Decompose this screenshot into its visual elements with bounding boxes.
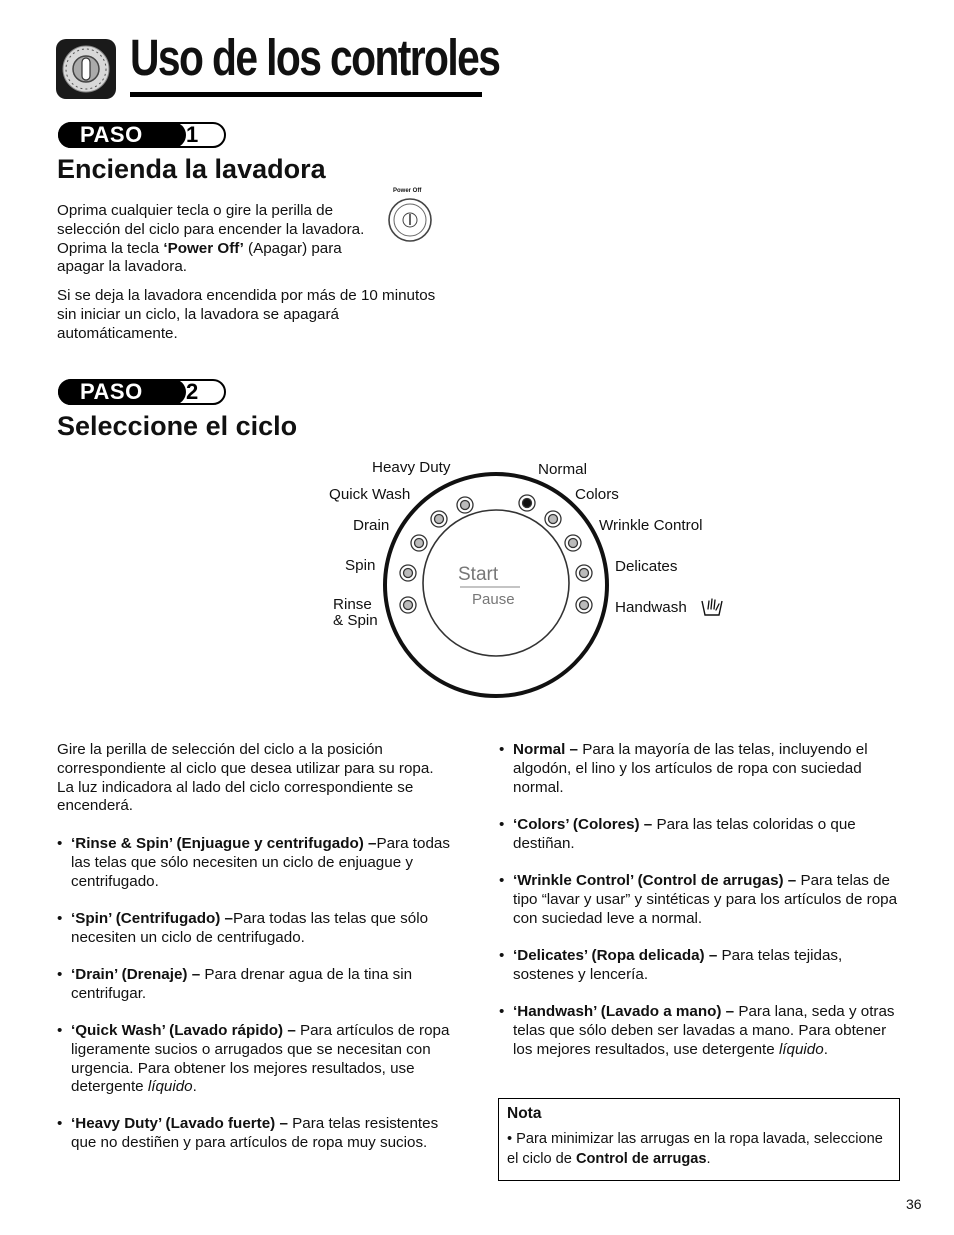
start-button-label[interactable]: Start — [458, 564, 499, 585]
bullet-handwash: • ‘Handwash’ (Lavado a mano) – Para lana, seda y otras telas que sólo deben ser lavadas a mano. Para obtener los mejores resultados, use detergente líquido. — [499, 1003, 895, 1058]
title-rule — [130, 92, 482, 97]
bullet-spin: • ‘Spin’ (Centrifugado) –Para todas las telas que sólo necesiten un ciclo de centrifugado. — [57, 910, 429, 946]
page-number: 36 — [906, 1196, 922, 1212]
step-1-tag — [58, 122, 226, 148]
pause-button-label[interactable]: Pause — [472, 591, 515, 608]
note-title: Nota — [507, 1105, 542, 1122]
step-2-tag-number: 2 — [186, 379, 199, 404]
bullet-delicates: • ‘Delicates’ (Ropa delicada) – Para telas tejidas, sostenes y lencería. — [499, 947, 843, 983]
bullet-colors: • ‘Colors’ (Colores) – Para las telas coloridas o que destiñan. — [499, 816, 856, 852]
dial-knob-icon — [55, 38, 117, 100]
bullet-wrinkle-control: • ‘Wrinkle Control’ (Control de arrugas) – Para telas de tipo “lavar y usar” y sintéticas y para los artículos de ropa con suciedad leve a normal. — [499, 872, 898, 927]
step-1-paragraph-1: Oprima cualquier tecla o gire la perilla de selección del ciclo para encender la lavadora. Oprima la tecla ‘Power Off’ (Apagar) para apagar la lavadora. — [57, 202, 365, 276]
bullet-drain: • ‘Drain’ (Drenaje) – Para drenar agua de la tina sin centrifugar. — [57, 966, 413, 1002]
cycle-label-heavy-duty[interactable]: Heavy Duty — [372, 459, 451, 476]
power-button-icon[interactable] — [387, 197, 433, 243]
note-box — [498, 1098, 900, 1181]
step-2-tag — [58, 379, 226, 405]
bullet-heavy-duty: • ‘Heavy Duty’ (Lavado fuerte) – Para telas resistentes que no destiñen y para artículos de ropa muy sucios. — [57, 1115, 439, 1151]
bullet-normal: • Normal – Para la mayoría de las telas, incluyendo el algodón, el lino y los artículos de ropa con suciedad normal. — [499, 741, 868, 796]
cycle-label-spin[interactable]: Spin — [345, 557, 376, 574]
step-1-tag-word: PASO — [80, 122, 143, 147]
cycle-label-delicates[interactable]: Delicates — [615, 558, 678, 575]
cycle-label-handwash[interactable]: Handwash — [615, 599, 687, 616]
step-1-heading: Encienda la lavadora — [57, 154, 326, 184]
cycle-label-rinse-spin[interactable]: & Spin — [333, 612, 378, 629]
cycle-label-quick-wash[interactable]: Quick Wash — [329, 486, 411, 503]
cycle-label-colors[interactable]: Colors — [575, 486, 619, 503]
note-text: • Para minimizar las arrugas en la ropa lavada, seleccione el ciclo de Control de arrugas. — [507, 1131, 883, 1167]
bullet-rinse-spin: • ‘Rinse & Spin’ (Enjuague y centrifugado) –Para todas las telas que sólo necesiten un ciclo de enjuague y centrifugado. — [57, 835, 450, 890]
cycle-selector-dial[interactable] — [320, 455, 740, 700]
bullet-quick-wash: • ‘Quick Wash’ (Lavado rápido) – Para artículos de ropa ligeramente sucios o arrugados que se necesitan con urgencia. Para obtener los mejores resultados, use detergente líquido. — [57, 1022, 450, 1096]
cycle-label-rinse[interactable]: Rinse — [333, 596, 372, 613]
step-2-heading: Seleccione el ciclo — [57, 411, 298, 441]
cycle-label-normal[interactable]: Normal — [538, 461, 587, 478]
handwash-icon — [700, 595, 724, 619]
step-1-paragraph-2: Si se deja la lavadora encendida por más de 10 minutos sin iniciar un ciclo, la lavadora se apagará automáticamente. — [57, 287, 436, 342]
page-title: Uso de los controles — [130, 29, 500, 86]
intro-paragraph: Gire la perilla de selección del ciclo a la posición correspondiente al ciclo que desea utilizar para su ropa. La luz indicadora al lado del ciclo correspondiente se encenderá. — [57, 741, 434, 815]
cycle-label-wrinkle-control[interactable]: Wrinkle Control — [599, 517, 703, 534]
step-1-tag-number: 1 — [186, 122, 199, 147]
step-2-tag-word: PASO — [80, 379, 143, 404]
power-off-label: Power Off — [393, 188, 422, 194]
cycle-label-drain[interactable]: Drain — [353, 517, 390, 534]
